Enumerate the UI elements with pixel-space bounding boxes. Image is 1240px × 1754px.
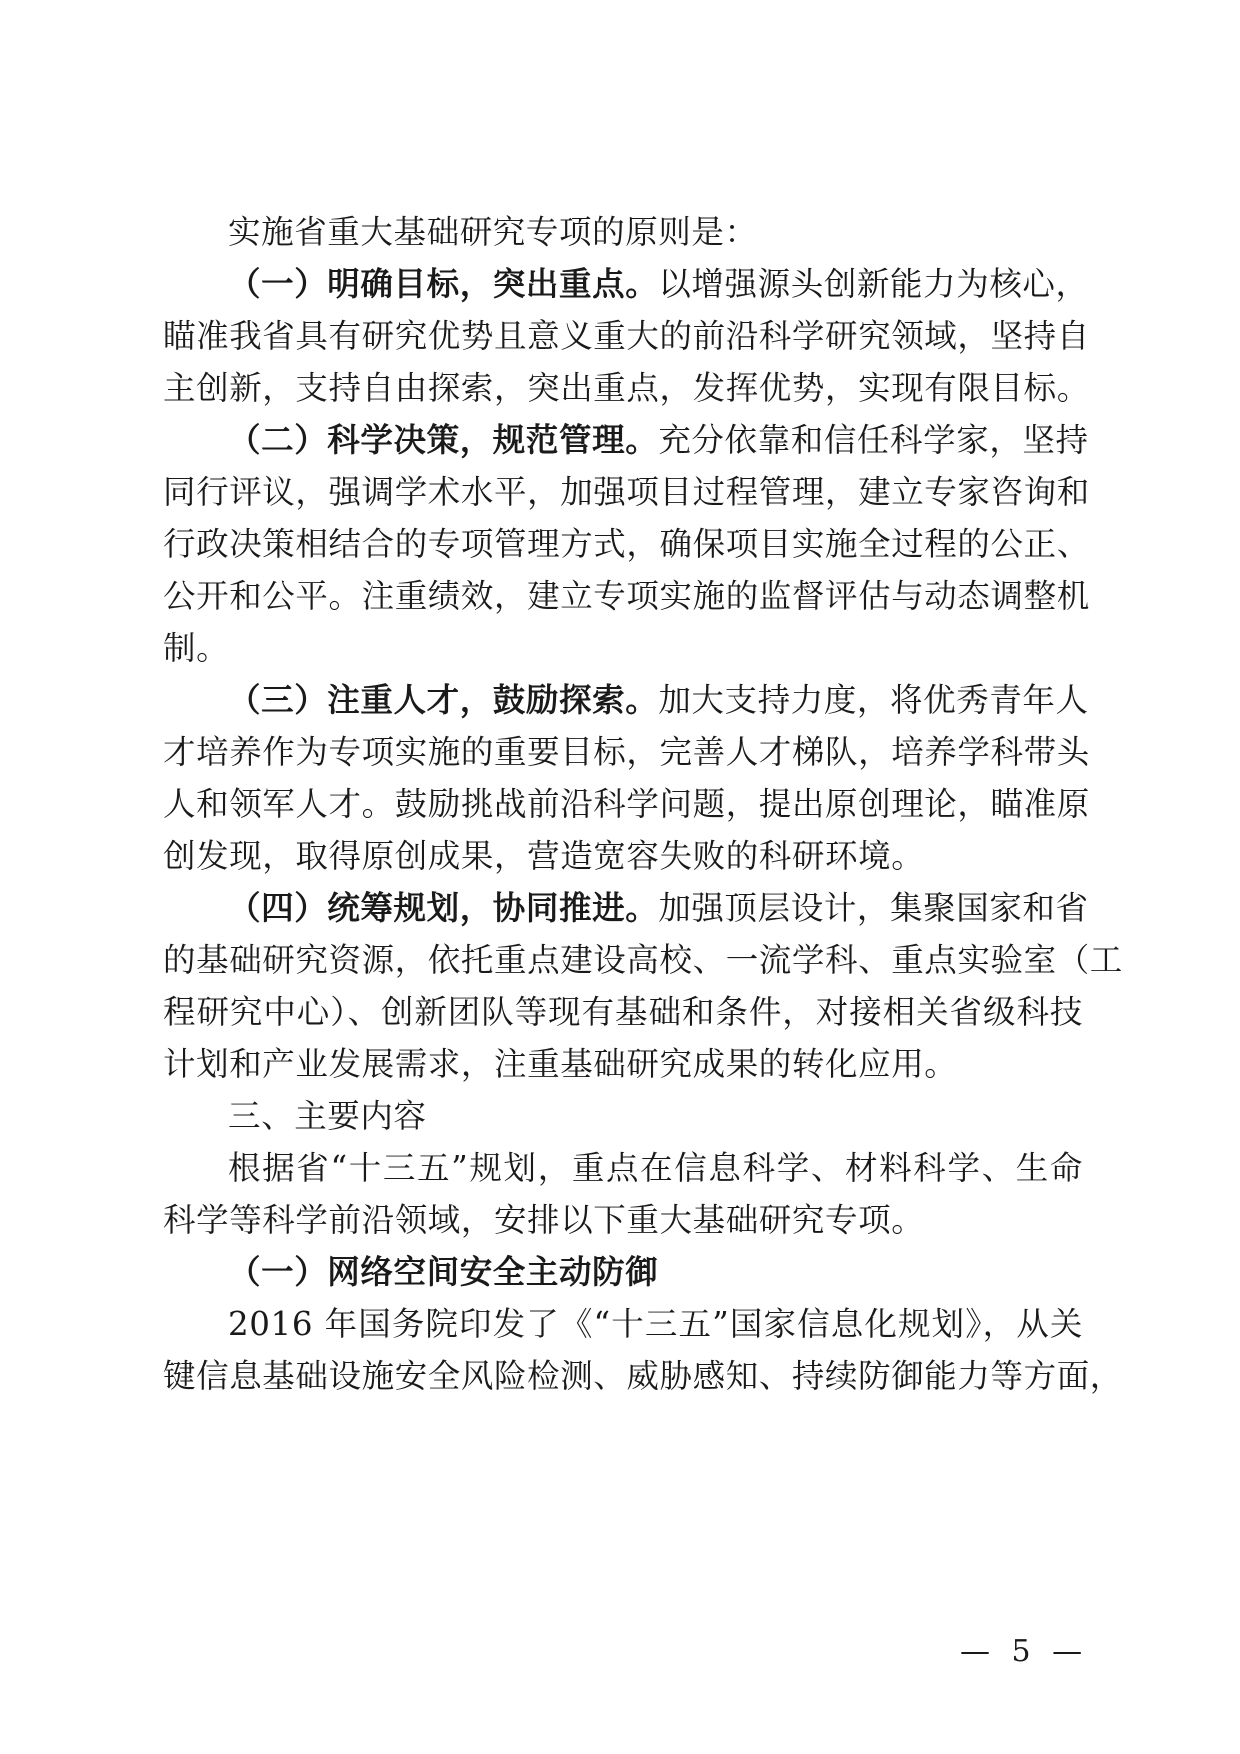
principle-3-line: 人和领军人才。鼓励挑战前沿科学问题，提出原创理论，瞄准原 [163, 785, 1090, 823]
principle-4-line: 计划和产业发展需求，注重基础研究成果的转化应用。 [163, 1045, 958, 1083]
page-number: — 5 — [960, 1634, 1089, 1669]
principle-2-line: 制。 [163, 629, 230, 667]
principle-1-title: （一）明确目标，突出重点。 [228, 265, 659, 303]
principle-1-first-line [228, 264, 1089, 304]
principle-4-first-line [228, 888, 1089, 928]
principle-1-line: 主创新，支持自由探索，突出重点，发挥优势，实现有限目标。 [163, 369, 1090, 407]
section-paragraph-line: 根据省“十三五”规划，重点在信息科学、材料科学、生命 [228, 1149, 1083, 1187]
principle-3-text: 加大支持力度，将优秀青年人 [658, 681, 1089, 719]
principle-2-line: 同行评议，强调学术水平，加强项目过程管理，建立专家咨询和 [163, 473, 1090, 511]
principle-2-text: 充分依靠和信任科学家，坚持 [658, 421, 1089, 459]
principle-2-line: 行政决策相结合的专项管理方式，确保项目实施全过程的公正、 [163, 525, 1090, 563]
principle-4-line: 程研究中心）、创新团队等现有基础和条件，对接相关省级科技 [163, 993, 1083, 1031]
principle-3-first-line [228, 680, 1089, 720]
principle-4-text: 加强顶层设计，集聚国家和省 [658, 889, 1089, 927]
principle-2-title: （二）科学决策，规范管理。 [228, 421, 659, 459]
principle-1-text: 以增强源头创新能力为核心， [658, 265, 1089, 303]
section-paragraph-line: 科学等科学前沿领域，安排以下重大基础研究专项。 [163, 1201, 925, 1239]
subsection-heading: （一）网络空间安全主动防御 [228, 1253, 659, 1291]
subsection-paragraph-line: 键信息基础设施安全风险检测、威胁感知、持续防御能力等方面， [163, 1357, 1123, 1395]
section-heading: 三、主要内容 [228, 1097, 427, 1135]
intro-text: 实施省重大基础研究专项的原则是： [228, 213, 758, 251]
principle-3-line: 才培养作为专项实施的重要目标，完善人才梯队，培养学科带头 [163, 733, 1090, 771]
principle-1-line: 瞄准我省具有研究优势且意义重大的前沿科学研究领域，坚持自 [163, 317, 1090, 355]
intro-line [228, 212, 1083, 252]
principle-4-line: 的基础研究资源，依托重点建设高校、一流学科、重点实验室（工 [163, 941, 1123, 979]
principle-3-title: （三）注重人才，鼓励探索。 [228, 681, 659, 719]
principle-2-line: 公开和公平。注重绩效，建立专项实施的监督评估与动态调整机 [163, 577, 1090, 615]
principle-3-line: 创发现，取得原创成果，营造宽容失败的科研环境。 [163, 837, 925, 875]
principle-2-first-line [228, 420, 1089, 460]
principle-4-title: （四）统筹规划，协同推进。 [228, 889, 659, 927]
subsection-paragraph-line: 2016 年国务院印发了《“十三五”国家信息化规划》，从关 [228, 1305, 1083, 1343]
